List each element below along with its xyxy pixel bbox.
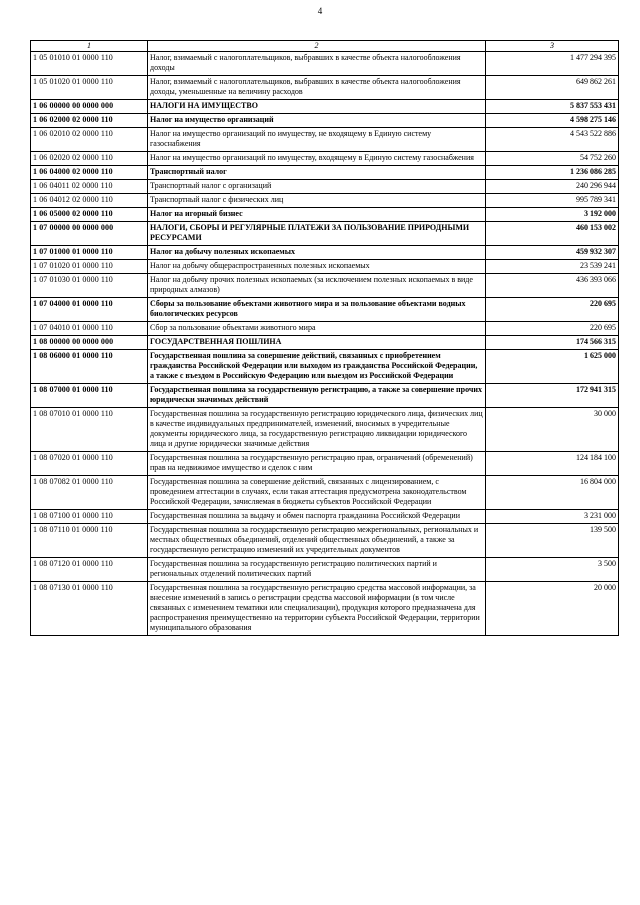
revenue-code-cell: 1 08 00000 00 0000 000 xyxy=(31,336,148,350)
revenue-code-cell: 1 08 07000 01 0000 110 xyxy=(31,384,148,408)
revenue-name-cell: Налог, взимаемый с налогоплательщиков, выбравших в качестве объекта налогообложения доходы, уменьшенные на величину расходов xyxy=(148,76,486,100)
table-header-row xyxy=(31,41,619,52)
revenue-name-cell: Налог на имущество организаций по имуществу, входящему в Единую систему газоснабжения xyxy=(148,152,486,166)
table-row xyxy=(31,52,619,76)
table-row xyxy=(31,384,619,408)
revenue-name-cell: Государственная пошлина за выдачу и обмен паспорта гражданина Российской Федерации xyxy=(148,510,486,524)
column-header-name: 2 xyxy=(148,41,486,52)
revenue-amount-cell: 23 539 241 xyxy=(486,260,619,274)
revenue-code-cell: 1 06 04000 02 0000 110 xyxy=(31,166,148,180)
revenue-name-cell: Налог на добычу полезных ископаемых xyxy=(148,246,486,260)
revenue-amount-cell: 172 941 315 xyxy=(486,384,619,408)
revenue-code-cell: 1 07 01020 01 0000 110 xyxy=(31,260,148,274)
revenue-name-cell: Налог на добычу общераспространенных полезных ископаемых xyxy=(148,260,486,274)
revenue-name-cell: Налог на добычу прочих полезных ископаемых (за исключением полезных ископаемых в виде природных алмазов) xyxy=(148,274,486,298)
revenue-code-cell: 1 08 07010 01 0000 110 xyxy=(31,408,148,452)
table-row xyxy=(31,208,619,222)
revenue-name-cell: Сборы за пользование объектами животного мира и за пользование объектами водных биологических ресурсов xyxy=(148,298,486,322)
table-row xyxy=(31,336,619,350)
budget-revenue-table xyxy=(30,40,619,636)
table-row xyxy=(31,298,619,322)
table-row xyxy=(31,524,619,558)
page-number: 4 xyxy=(317,6,323,16)
revenue-amount-cell: 4 543 522 886 xyxy=(486,128,619,152)
revenue-name-cell: Транспортный налог с физических лиц xyxy=(148,194,486,208)
revenue-code-cell: 1 08 07100 01 0000 110 xyxy=(31,510,148,524)
revenue-amount-cell: 459 932 307 xyxy=(486,246,619,260)
revenue-amount-cell: 220 695 xyxy=(486,322,619,336)
revenue-amount-cell: 16 804 000 xyxy=(486,476,619,510)
revenue-amount-cell: 3 231 000 xyxy=(486,510,619,524)
revenue-amount-cell: 220 695 xyxy=(486,298,619,322)
revenue-name-cell: Государственная пошлина за государственную регистрацию политических партий и региональных отделений политических партий xyxy=(148,558,486,582)
revenue-code-cell: 1 07 04000 01 0000 110 xyxy=(31,298,148,322)
revenue-name-cell: Государственная пошлина за государственную регистрацию средства массовой информации, за внесение изменений в запись о регистрации средства массовой информации (в том числе связанных с изменением тематики или специализации), продукция которого предназначена для распространения преимущественно на территории субъекта Российской Федерации, территории муниципального образования xyxy=(148,582,486,636)
revenue-name-cell: Налог на имущество организаций xyxy=(148,114,486,128)
revenue-code-cell: 1 08 07020 01 0000 110 xyxy=(31,452,148,476)
table-row xyxy=(31,408,619,452)
revenue-code-cell: 1 08 07082 01 0000 110 xyxy=(31,476,148,510)
revenue-amount-cell: 436 393 066 xyxy=(486,274,619,298)
table-row xyxy=(31,322,619,336)
table-row xyxy=(31,222,619,246)
table-row xyxy=(31,194,619,208)
revenue-amount-cell: 1 477 294 395 xyxy=(486,52,619,76)
table-row xyxy=(31,76,619,100)
revenue-code-cell: 1 06 00000 00 0000 000 xyxy=(31,100,148,114)
table-row xyxy=(31,582,619,636)
revenue-amount-cell: 20 000 xyxy=(486,582,619,636)
table-row xyxy=(31,350,619,384)
revenue-name-cell: Государственная пошлина за совершение действий, связанных с приобретением гражданства Российской Федерации или выходом из гражданства Российской Федерации, а также с въездом в Российскую Федерацию или выездом из Российской Федерации xyxy=(148,350,486,384)
table-row xyxy=(31,452,619,476)
table-row xyxy=(31,510,619,524)
revenue-code-cell: 1 07 01000 01 0000 110 xyxy=(31,246,148,260)
revenue-amount-cell: 995 789 341 xyxy=(486,194,619,208)
revenue-amount-cell: 460 153 002 xyxy=(486,222,619,246)
revenue-code-cell: 1 08 07130 01 0000 110 xyxy=(31,582,148,636)
revenue-name-cell: Государственная пошлина за государственную регистрацию межрегиональных, региональных и местных общественных объединений, отделений общественных объединений, а также за государственную регистрацию изменений их учредительных документов xyxy=(148,524,486,558)
table-row xyxy=(31,100,619,114)
revenue-name-cell: Государственная пошлина за государственную регистрацию, а также за совершение прочих юридически значимых действий xyxy=(148,384,486,408)
revenue-name-cell: Сбор за пользование объектами животного мира xyxy=(148,322,486,336)
revenue-name-cell: Государственная пошлина за государственную регистрацию юридического лица, физических лиц в качестве индивидуальных предпринимателей, изменений, вносимых в учредительные документы юридического лица, за государственную регистрацию ликвидации юридического лица и другие юридически значимые действия xyxy=(148,408,486,452)
revenue-amount-cell: 1 236 086 285 xyxy=(486,166,619,180)
revenue-code-cell: 1 06 05000 02 0000 110 xyxy=(31,208,148,222)
table-row xyxy=(31,558,619,582)
revenue-name-cell: Налог на имущество организаций по имуществу, не входящему в Единую систему газоснабжения xyxy=(148,128,486,152)
revenue-code-cell: 1 06 04012 02 0000 110 xyxy=(31,194,148,208)
table-row xyxy=(31,128,619,152)
table-row xyxy=(31,476,619,510)
revenue-name-cell: Налог, взимаемый с налогоплательщиков, выбравших в качестве объекта налогообложения доходы xyxy=(148,52,486,76)
revenue-amount-cell: 174 566 315 xyxy=(486,336,619,350)
table-row xyxy=(31,274,619,298)
column-header-amount: 3 xyxy=(486,41,619,52)
revenue-amount-cell: 240 296 944 xyxy=(486,180,619,194)
revenue-code-cell: 1 05 01020 01 0000 110 xyxy=(31,76,148,100)
table-row xyxy=(31,114,619,128)
revenue-code-cell: 1 07 00000 00 0000 000 xyxy=(31,222,148,246)
revenue-amount-cell: 124 184 100 xyxy=(486,452,619,476)
revenue-name-cell: НАЛОГИ, СБОРЫ И РЕГУЛЯРНЫЕ ПЛАТЕЖИ ЗА ПОЛЬЗОВАНИЕ ПРИРОДНЫМИ РЕСУРСАМИ xyxy=(148,222,486,246)
revenue-amount-cell: 3 500 xyxy=(486,558,619,582)
revenue-amount-cell: 139 500 xyxy=(486,524,619,558)
revenue-amount-cell: 5 837 553 431 xyxy=(486,100,619,114)
table-row xyxy=(31,180,619,194)
revenue-amount-cell: 54 752 260 xyxy=(486,152,619,166)
revenue-name-cell: Государственная пошлина за совершение действий, связанных с лицензированием, с проведением аттестации в случаях, если такая аттестация предусмотрена законодательством Российской Федерации, зачисляемая в бюджеты субъектов Российской Федерации xyxy=(148,476,486,510)
revenue-code-cell: 1 07 01030 01 0000 110 xyxy=(31,274,148,298)
revenue-code-cell: 1 05 01010 01 0000 110 xyxy=(31,52,148,76)
revenue-amount-cell: 1 625 000 xyxy=(486,350,619,384)
table-row xyxy=(31,166,619,180)
revenue-name-cell: НАЛОГИ НА ИМУЩЕСТВО xyxy=(148,100,486,114)
revenue-amount-cell: 3 192 000 xyxy=(486,208,619,222)
revenue-code-cell: 1 08 07120 01 0000 110 xyxy=(31,558,148,582)
revenue-amount-cell: 4 598 275 146 xyxy=(486,114,619,128)
revenue-code-cell: 1 08 06000 01 0000 110 xyxy=(31,350,148,384)
revenue-code-cell: 1 06 02010 02 0000 110 xyxy=(31,128,148,152)
revenue-code-cell: 1 06 04011 02 0000 110 xyxy=(31,180,148,194)
table-row xyxy=(31,152,619,166)
revenue-amount-cell: 30 000 xyxy=(486,408,619,452)
revenue-code-cell: 1 07 04010 01 0000 110 xyxy=(31,322,148,336)
column-header-code: 1 xyxy=(31,41,148,52)
revenue-code-cell: 1 06 02000 02 0000 110 xyxy=(31,114,148,128)
revenue-name-cell: Транспортный налог с организаций xyxy=(148,180,486,194)
revenue-code-cell: 1 06 02020 02 0000 110 xyxy=(31,152,148,166)
revenue-amount-cell: 649 862 261 xyxy=(486,76,619,100)
table-row xyxy=(31,260,619,274)
revenue-code-cell: 1 08 07110 01 0000 110 xyxy=(31,524,148,558)
revenue-name-cell: Налог на игорный бизнес xyxy=(148,208,486,222)
revenue-name-cell: Транспортный налог xyxy=(148,166,486,180)
revenue-name-cell: Государственная пошлина за государственную регистрацию прав, ограничений (обременений) прав на недвижимое имущество и сделок с ним xyxy=(148,452,486,476)
revenue-name-cell: ГОСУДАРСТВЕННАЯ ПОШЛИНА xyxy=(148,336,486,350)
table-row xyxy=(31,246,619,260)
